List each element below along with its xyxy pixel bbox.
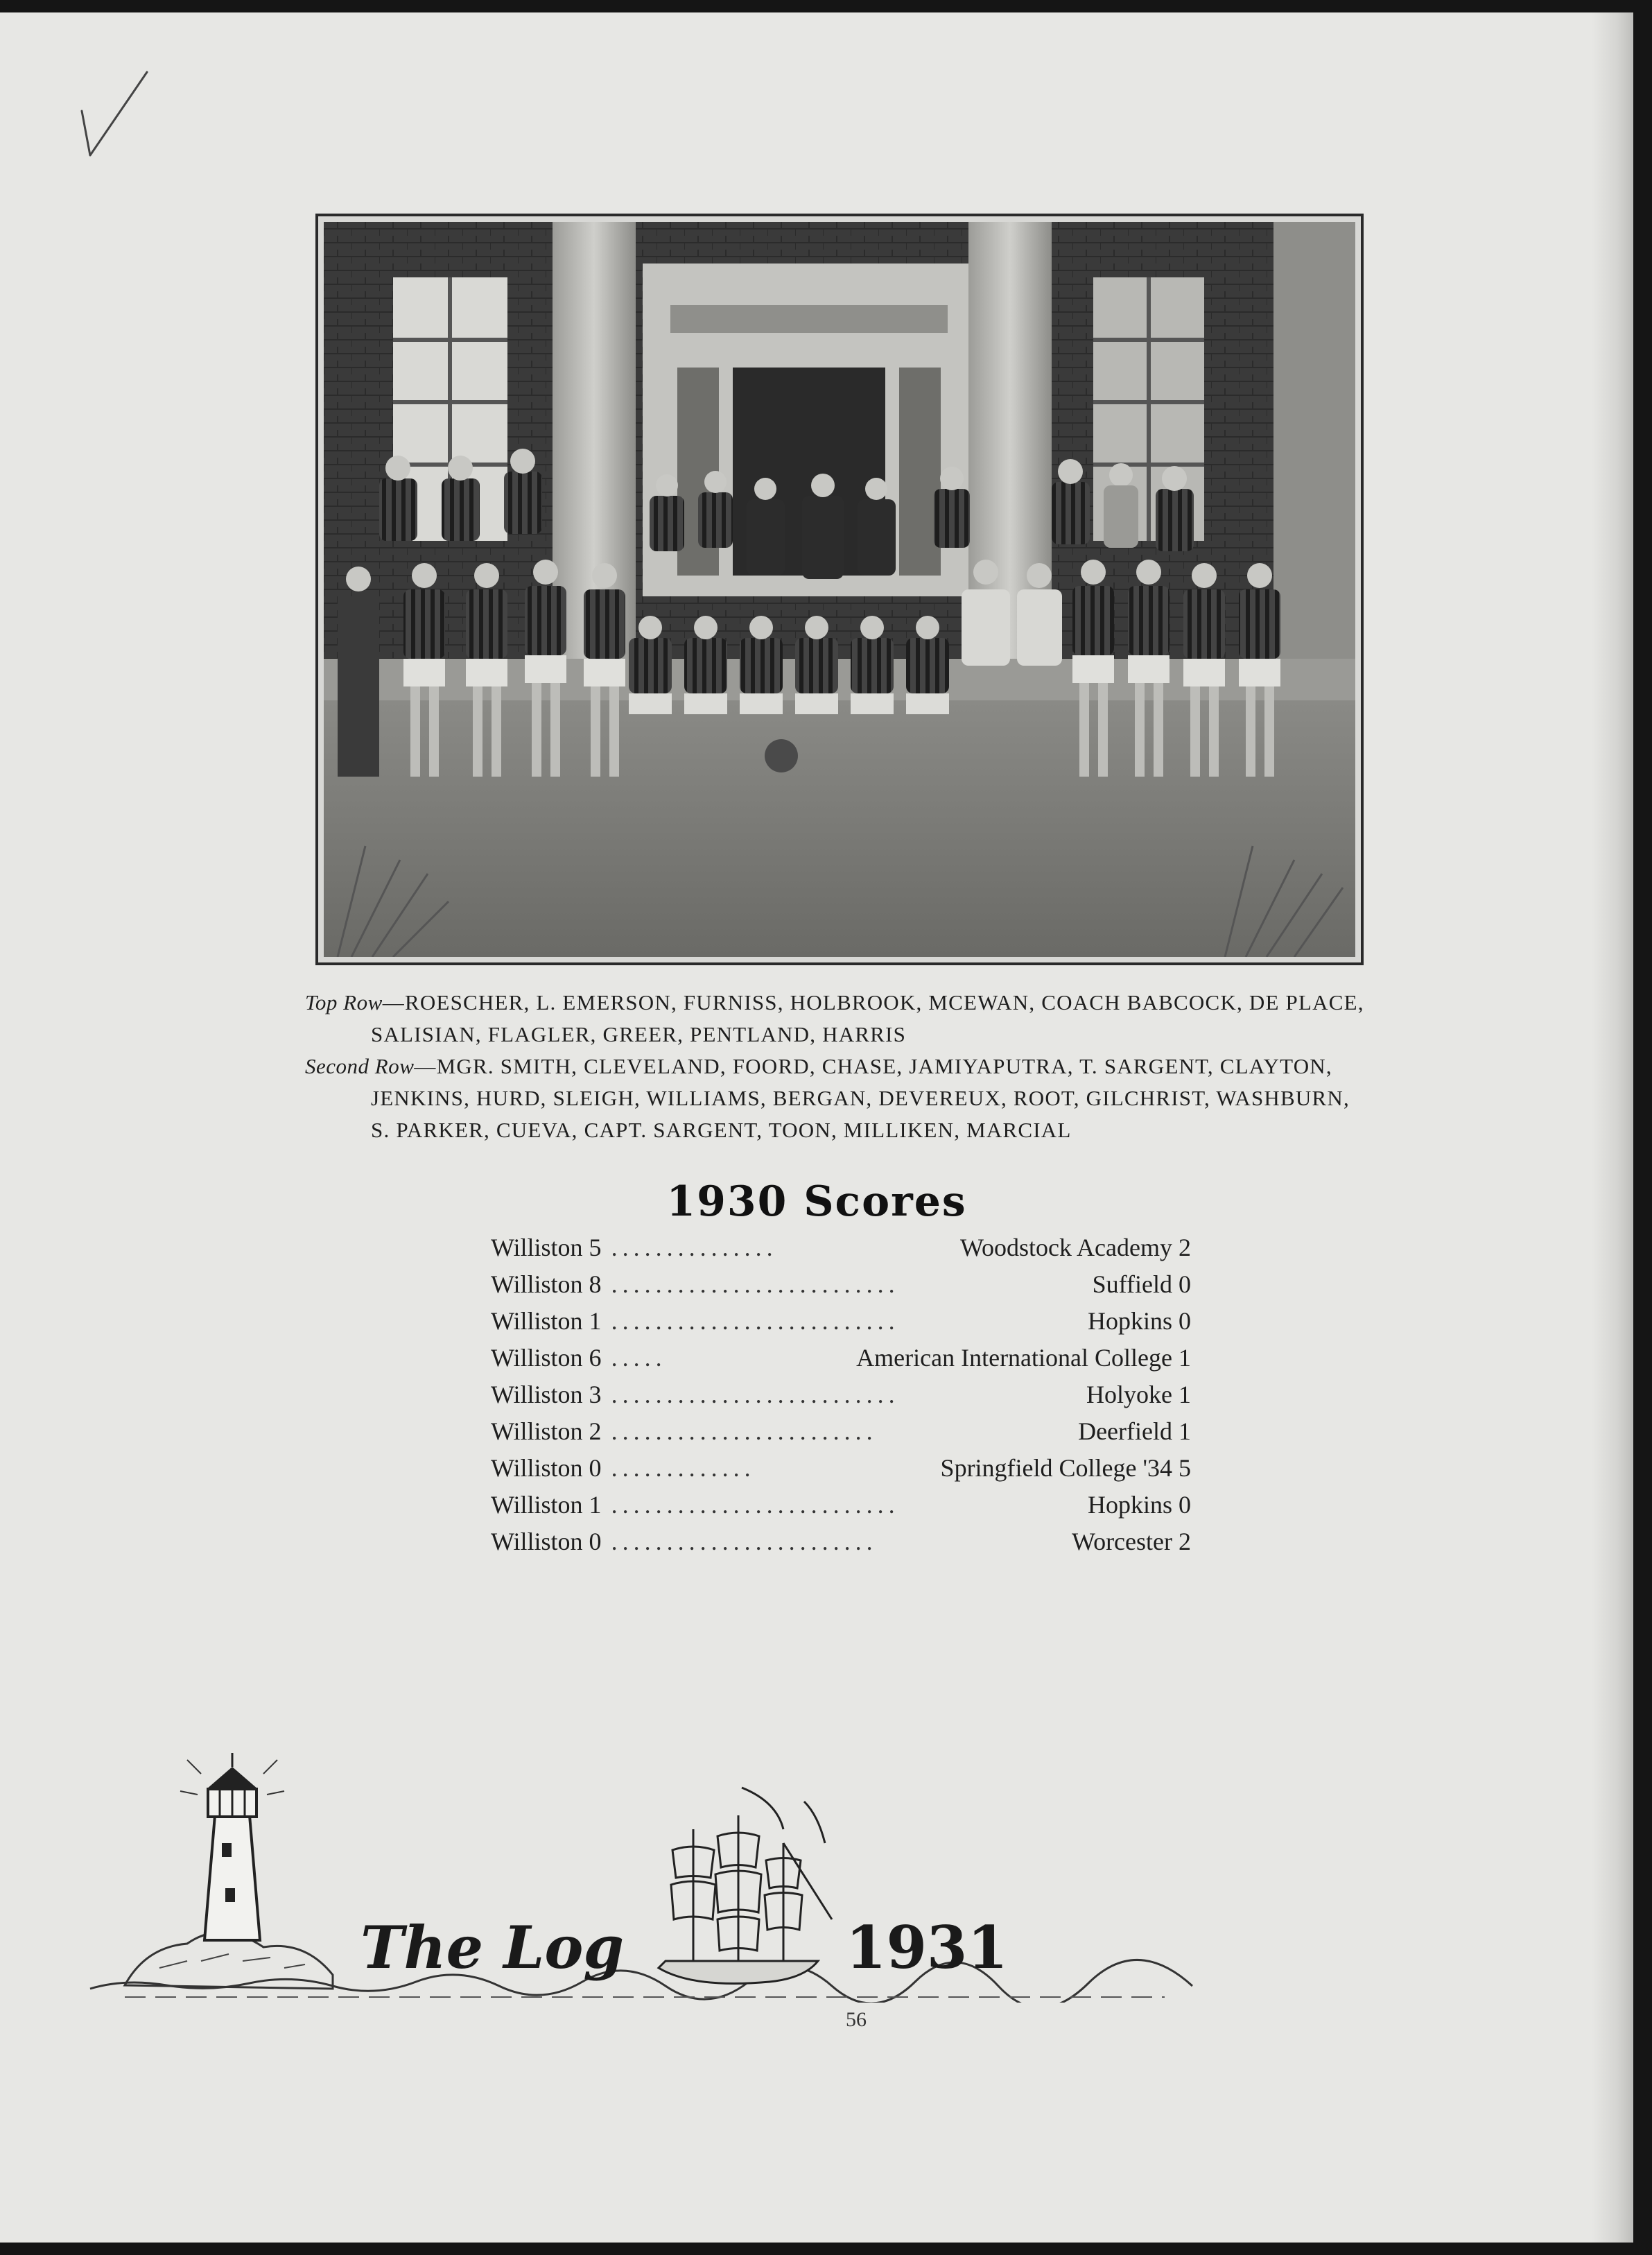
team-photo-image (324, 222, 1355, 957)
caption-second-row (305, 1051, 1373, 1146)
score-team: Williston 8 (491, 1270, 602, 1298)
footer-illustration (83, 1739, 1206, 2003)
caption-top-row-names: —ROESCHER, L. EMERSON, FURNISS, HOLBROOK, MCEWAN, COACH BABCOCK, DE PLACE, SALISIAN, FLAGLER, GREER, PENTLAND, HARRIS (371, 990, 1364, 1046)
score-row (491, 1233, 1191, 1270)
score-opponent: Suffield 0 (1092, 1270, 1191, 1298)
caption-top-row-lead: Top Row (305, 990, 383, 1014)
score-row (491, 1306, 1191, 1343)
footer-year: 1931 (846, 1913, 1008, 1982)
score-team: Williston 0 (491, 1528, 602, 1555)
score-team: Williston 1 (491, 1491, 602, 1519)
score-team: Williston 2 (491, 1417, 602, 1445)
yearbook-page (0, 12, 1633, 2243)
score-row (491, 1490, 1191, 1527)
score-opponent: Springfield College '34 5 (940, 1454, 1191, 1482)
score-leader-dots: ........................ (611, 1528, 878, 1555)
score-team: Williston 0 (491, 1454, 602, 1482)
score-leader-dots: .......................... (611, 1491, 900, 1519)
score-team: Williston 6 (491, 1344, 602, 1372)
caption-second-row-lead: Second Row (305, 1054, 415, 1078)
scores-list (491, 1233, 1191, 1564)
score-opponent: Deerfield 1 (1078, 1417, 1191, 1445)
page-edge-shadow (1592, 12, 1633, 2243)
score-team: Williston 3 (491, 1381, 602, 1408)
score-leader-dots: .......................... (611, 1270, 900, 1298)
score-leader-dots: ..... (611, 1344, 667, 1372)
page-number: 56 (846, 2008, 867, 2031)
score-opponent: Hopkins 0 (1087, 1307, 1191, 1335)
score-opponent: American International College 1 (856, 1344, 1191, 1372)
score-row (491, 1453, 1191, 1490)
score-leader-dots: ............... (611, 1234, 778, 1261)
score-team: Williston 1 (491, 1307, 602, 1335)
score-opponent: Hopkins 0 (1087, 1491, 1191, 1519)
check-mark-icon (76, 68, 153, 158)
score-row (491, 1417, 1191, 1453)
score-team: Williston 5 (491, 1234, 602, 1261)
score-opponent: Worcester 2 (1071, 1528, 1191, 1555)
score-opponent: Woodstock Academy 2 (959, 1234, 1191, 1261)
scores-title: 1930 Scores (666, 1177, 967, 1226)
caption-top-row (305, 987, 1373, 1051)
score-leader-dots: ........................ (611, 1417, 878, 1445)
score-leader-dots: .......................... (611, 1381, 900, 1408)
score-leader-dots: ............. (611, 1454, 756, 1482)
score-row (491, 1380, 1191, 1417)
score-row (491, 1343, 1191, 1380)
score-row (491, 1270, 1191, 1306)
score-opponent: Holyoke 1 (1086, 1381, 1191, 1408)
caption-second-row-names: —MGR. SMITH, CLEVELAND, FOORD, CHASE, JAMIYAPUTRA, T. SARGENT, CLAYTON, JENKINS, HURD, SLEIGH, WILLIAMS, BERGAN, DEVEREUX, ROOT, GILCHRIST, WASHBURN, S. PARKER, CUEVA, CAPT. SARGENT, TOON, MILLIKEN, MARCIAL (371, 1054, 1350, 1142)
sailing-ship-icon (659, 1788, 832, 1984)
footer-title: The Log (360, 1913, 625, 1982)
photo-caption (305, 987, 1373, 1146)
lighthouse-icon (180, 1753, 284, 1940)
team-photo-frame (315, 214, 1364, 965)
score-row (491, 1527, 1191, 1564)
team-photo (324, 222, 1355, 957)
score-leader-dots: .......................... (611, 1307, 900, 1335)
